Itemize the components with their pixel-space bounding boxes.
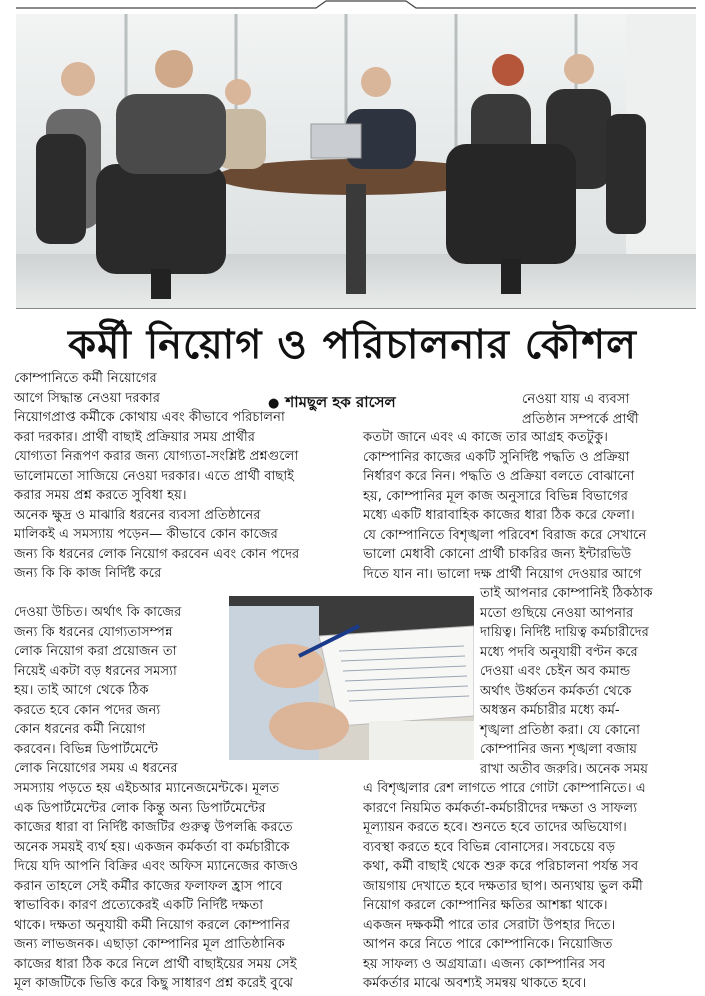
text-line: কোম্পানির কাজের একটি সুনির্দিষ্ট পদ্ধতি ও প্রক্রিয়া — [363, 449, 630, 465]
text-line: এক ডিপার্টমেন্টের লোক কিন্তু অন্য ডিপার্টমেন্টের — [14, 800, 266, 816]
text-line: হয়। তাই আগে থেকে ঠিক — [14, 683, 149, 698]
text-line: কোন ধরনের কর্মী নিয়োগ — [14, 722, 146, 737]
text-line: যোগ্যতা নিরূপণ করার জন্য যোগ্যতা-সংশ্লিষ্ট প্রশ্নগুলো — [14, 449, 299, 464]
text-line: করতে হবে কোন পদের জন্য — [14, 702, 161, 718]
text-line: মূল কাজটিকে ভিত্তি করে কিছু সাধারণ প্রশ্ন করেই বুঝে — [14, 976, 293, 991]
text-line: কোম্পানির জন্য শৃঙ্খলা বজায় — [480, 742, 638, 757]
text-line: দিয়ে যদি আপনি বিক্রির এবং অফিস ম্যানেজের কাজও — [14, 859, 299, 874]
text-line: হয় সাফল্য ও অগ্রযাত্রা। এজন্য কোম্পানির সব — [363, 956, 606, 972]
text-line: করবেন। বিভিন্ন ডিপার্টমেন্টে — [14, 741, 159, 757]
text-line: মূল্যায়ন করতে হবে। শুনতে হবে তাদের অভিযোগ। — [363, 820, 627, 835]
text-line: কাজের ধারা বা নির্দিষ্ট কাজটির গুরুত্ব উপলব্ধি করতে — [14, 820, 293, 835]
author-name: শামছুল হক রাসেল — [285, 393, 396, 411]
text-line: অর্থাৎ উর্ধ্বতন কর্মকর্তা থেকে — [480, 683, 632, 699]
article-headline: কর্মী নিয়োগ ও পরিচালনার কৌশল — [68, 321, 637, 368]
text-line: জন্য কি ধরনের লোক নিয়োগ করবেন এবং কোন পদের — [14, 546, 300, 562]
text-line: মধ্যে পদবি অনুযায়ী বণ্টন করে — [480, 644, 638, 660]
text-line: নেওয়া যায় এ ব্যবসা — [522, 392, 630, 407]
text-line: করা দরকার। প্রার্থী বাছাই প্রক্রিয়ার সময় প্রার্থীর — [14, 429, 256, 445]
text-line: করার সময় প্রশ্ন করতে সুবিধা হয়। — [14, 488, 187, 503]
text-line: এ বিশৃঙ্খলার রেশ লাগতে পারে গোটা কোম্পানিতে। এ — [363, 781, 646, 796]
text-line: ব্যবস্থা করতে হবে বিভিন্ন বোনাসের। সবচেয়ে বড় — [363, 839, 616, 855]
text-line: সমস্যায় পড়তে হয় এইচআর ম্যানেজমেন্টকে। মূলত — [14, 781, 280, 796]
byline-bullet: ● — [268, 396, 280, 411]
text-line: নিয়োগ করলে কোম্পানির ক্ষতির আশঙ্কা থাকে। — [363, 898, 608, 913]
text-line: মালিকই এ সমস্যায় পড়েন— কীভাবে কোন কাজের — [14, 527, 278, 542]
text-line: কারণে নিয়মিত কর্মকর্তা-কর্মচারীদের দক্ষতা ও সাফল্য — [363, 800, 638, 816]
top-frame-decoration — [16, 0, 696, 10]
text-line: তাই আপনার কোম্পানিই ঠিকঠাক — [480, 586, 653, 601]
left-column-narrow — [14, 603, 226, 779]
left-column-intro — [14, 369, 244, 408]
text-line: শৃঙ্খলা প্রতিষ্ঠা করা। যে কোনো — [480, 722, 640, 738]
text-line: নির্ধারণ করে নিন। পদ্ধতি ও প্রক্রিয়া বলতে বোঝানো — [363, 469, 635, 484]
text-line: দায়িত্ব। নির্দিষ্ট দায়িত্ব কর্মচারীদের — [480, 625, 649, 640]
text-line: একজন দক্ষকর্মী পারে তার সেরাটা উপহার দিতে। — [363, 917, 616, 933]
text-line: স্বাভাবিক। কারণ প্রত্যেকেরই একটি নির্দিষ্ট দক্ষতা — [14, 898, 264, 913]
text-line: দেওয়া এবং চেইন অব কমান্ড — [480, 664, 631, 679]
text-line: লোক নিয়োগের সময় এ ধরনের — [14, 761, 178, 776]
text-line: দেওয়া উচিত। অর্থাৎ কি কাজের — [14, 605, 182, 620]
text-line: করান তাহলে সেই কর্মীর কাজের ফলাফল হ্রাস পাবে — [14, 878, 283, 894]
meeting-photo — [16, 14, 696, 309]
right-column-intro — [522, 390, 692, 429]
text-line: নিয়োগপ্রাপ্ত কর্মীকে কোথায় এবং কীভাবে পরিচালনা — [14, 410, 285, 425]
text-line: মধ্যে একটি ধারাবাহিক কাজের ধারা ঠিক করে ফেলা। — [363, 508, 635, 523]
text-line: জন্য কি কি কাজ নির্দিষ্ট করে — [14, 566, 162, 581]
right-column-narrow — [480, 584, 693, 779]
left-column-bottom — [14, 779, 359, 994]
text-line: প্রতিষ্ঠান সম্পর্কে প্রার্থী — [522, 411, 639, 427]
text-line: ভালো মেধাবী কোনো প্রার্থী চাকরির জন্য ইন্টারভিউ — [363, 547, 632, 562]
right-column-wide — [363, 428, 693, 584]
text-line: জন্য কি ধরনের যোগ্যতাসম্পন্ন — [14, 624, 173, 640]
left-column-wide — [14, 408, 359, 584]
text-line: নিয়েই একটা বড় ধরনের সমস্যা — [14, 663, 177, 679]
text-line: ভালোমতো সাজিয়ে নেওয়া দরকার। এতে প্রার্থী বাছাই — [14, 468, 295, 484]
text-line: রাখা অতীব জরুরি। অনেক সময় — [480, 761, 649, 777]
text-line: কর্মকর্তার মাঝে অবশ্যই সমন্বয় থাকতে হবে। — [363, 976, 587, 991]
text-line: অধস্তন কর্মচারীর মধ্যে কর্ম- — [480, 703, 620, 718]
text-line: আপন করে নিতে পারে কোম্পানিকে। নিয়োজিত — [363, 937, 613, 952]
text-line: আগে সিদ্ধান্ত নেওয়া দরকার — [14, 390, 160, 406]
text-line: জায়গায় দেখাতে হবে দক্ষতার ছাপ। অন্যথায় ভুল কর্মী — [363, 878, 643, 894]
text-line: কাজের ধারা ঠিক করে নিলে প্রার্থী বাছাইয়ের সময় সেই — [14, 956, 297, 972]
text-line: অনেক ক্ষুদ্র ও মাঝারি ধরনের ব্যবসা প্রতিষ্ঠানের — [14, 507, 261, 523]
text-line: অনেক সময়ই ব্যর্থ হয়। একজন কর্মকর্তা বা কর্মচারীকে — [14, 839, 290, 855]
text-line: জন্য লাভজনক। এছাড়া কোম্পানির মূল প্রাতিষ্ঠানিক — [14, 937, 285, 952]
text-line: হয়, কোম্পানির মূল কাজ অনুসারে বিভিন্ন বিভাগের — [363, 488, 629, 504]
text-line: মতো গুছিয়ে নেওয়া আপনার — [480, 605, 634, 621]
text-line: যে কোম্পানিতে বিশৃঙ্খলা পরিবেশ বিরাজ করে সেখানে — [363, 527, 647, 543]
right-column-bottom — [363, 779, 693, 994]
text-line: লোক নিয়োগ করা প্রয়োজন তা — [14, 644, 177, 659]
text-line: থাকে। দক্ষতা অনুযায়ী কর্মী নিয়োগ করলে কোম্পানির — [14, 917, 290, 933]
documents-photo — [229, 596, 474, 760]
text-line: কোম্পানিতে কর্মী নিয়োগের — [14, 371, 157, 386]
text-line: কতটা জানে এবং এ কাজে তার আগ্রহ কতটুকু। — [363, 430, 608, 445]
text-line: দিতে যান না। ভালো দক্ষ প্রার্থী নিয়োগ দেওয়ার আগে — [363, 566, 642, 582]
text-line: কথা, কর্মী বাছাই থেকে শুরু করে পরিচালনা পর্যন্ত সব — [363, 859, 639, 874]
